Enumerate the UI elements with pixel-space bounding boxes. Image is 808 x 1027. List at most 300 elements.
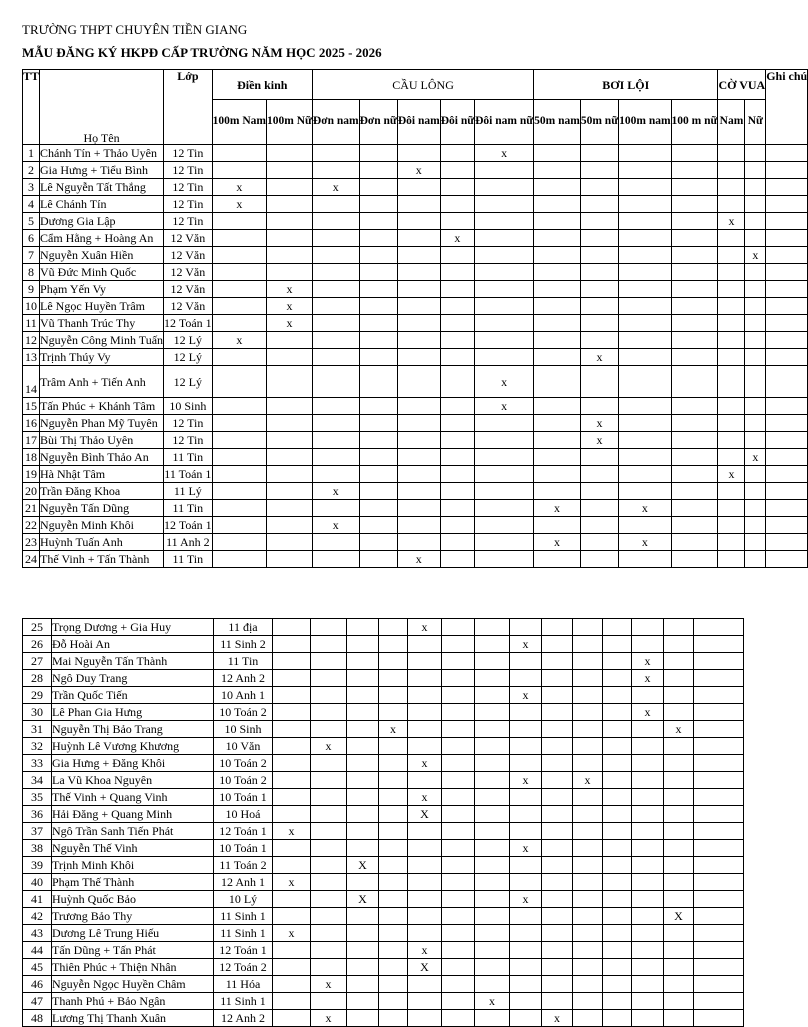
event-mark-cell xyxy=(408,772,442,789)
event-mark-cell: x xyxy=(718,213,745,230)
event-mark-cell: x xyxy=(580,415,618,432)
event-mark-cell xyxy=(664,823,694,840)
event-mark-cell xyxy=(510,1010,542,1027)
event-mark-cell xyxy=(542,789,573,806)
event-mark-cell xyxy=(671,264,718,281)
note-cell xyxy=(694,670,744,687)
event-mark-cell xyxy=(619,332,671,349)
note-cell xyxy=(694,976,744,993)
event-mark-cell xyxy=(212,264,266,281)
event-mark-cell xyxy=(359,247,397,264)
event-mark-cell xyxy=(603,772,632,789)
event-mark-cell xyxy=(397,145,440,162)
event-mark-cell xyxy=(379,1010,408,1027)
event-mark-cell: x xyxy=(475,398,534,415)
row-number: 41 xyxy=(23,891,52,908)
event-mark-cell xyxy=(580,534,618,551)
row-number: 47 xyxy=(23,993,52,1010)
row-number: 28 xyxy=(23,670,52,687)
class-cell: 12 Tin xyxy=(164,179,213,196)
event-mark-cell xyxy=(573,806,603,823)
event-mark-cell xyxy=(311,772,347,789)
event-mark-cell xyxy=(632,738,664,755)
event-mark-cell xyxy=(267,517,313,534)
event-mark-cell xyxy=(542,704,573,721)
class-cell: 10 Toán 2 xyxy=(214,772,273,789)
header-singles-female: Đơn nữ xyxy=(359,100,397,145)
event-mark-cell xyxy=(580,466,618,483)
event-mark-cell xyxy=(664,687,694,704)
event-mark-cell xyxy=(267,213,313,230)
event-mark-cell xyxy=(619,551,671,568)
class-cell: 10 Hoá xyxy=(214,806,273,823)
table-row xyxy=(23,925,744,942)
event-mark-cell xyxy=(573,874,603,891)
event-mark-cell xyxy=(273,704,311,721)
event-mark-cell xyxy=(619,483,671,500)
event-mark-cell xyxy=(442,908,475,925)
event-mark-cell xyxy=(632,755,664,772)
event-mark-cell xyxy=(573,755,603,772)
event-mark-cell xyxy=(379,806,408,823)
student-name: Chánh Tín + Thảo Uyên xyxy=(40,145,164,162)
row-number: 9 xyxy=(23,281,40,298)
event-mark-cell xyxy=(408,721,442,738)
row-number: 18 xyxy=(23,449,40,466)
event-mark-cell xyxy=(442,806,475,823)
event-mark-cell xyxy=(632,976,664,993)
student-name: Nguyễn Ngọc Huyền Châm xyxy=(52,976,214,993)
event-mark-cell xyxy=(718,230,745,247)
event-mark-cell xyxy=(408,738,442,755)
event-mark-cell xyxy=(442,789,475,806)
class-cell: 12 Toán 2 xyxy=(214,959,273,976)
event-mark-cell xyxy=(619,298,671,315)
event-mark-cell xyxy=(397,534,440,551)
event-mark-cell xyxy=(311,687,347,704)
event-mark-cell xyxy=(408,908,442,925)
table-row xyxy=(23,179,808,196)
event-mark-cell xyxy=(619,264,671,281)
student-name: Lê Ngọc Huyền Trâm xyxy=(40,298,164,315)
event-mark-cell: x xyxy=(267,298,313,315)
header-50m-female: 50m nữ xyxy=(580,100,618,145)
event-mark-cell xyxy=(267,332,313,349)
event-mark-cell: x xyxy=(745,449,766,466)
class-cell: 12 Toán 1 xyxy=(214,823,273,840)
event-mark-cell xyxy=(212,551,266,568)
event-mark-cell xyxy=(745,332,766,349)
student-name: Phạm Thế Thành xyxy=(52,874,214,891)
student-name: Vũ Thanh Trúc Thy xyxy=(40,315,164,332)
event-mark-cell xyxy=(379,704,408,721)
event-mark-cell: x xyxy=(534,500,581,517)
event-mark-cell xyxy=(745,432,766,449)
event-mark-cell xyxy=(397,398,440,415)
event-mark-cell xyxy=(619,145,671,162)
event-mark-cell xyxy=(312,449,359,466)
event-mark-cell xyxy=(475,874,510,891)
event-mark-cell xyxy=(510,908,542,925)
student-name: Hà Nhật Tâm xyxy=(40,466,164,483)
row-number: 40 xyxy=(23,874,52,891)
event-mark-cell xyxy=(311,959,347,976)
event-mark-cell xyxy=(580,483,618,500)
event-mark-cell xyxy=(475,891,510,908)
form-title: MẪU ĐĂNG KÝ HKPĐ CẤP TRƯỜNG NĂM HỌC 2025 - 2026 xyxy=(22,45,382,60)
row-number: 16 xyxy=(23,415,40,432)
event-mark-cell xyxy=(379,908,408,925)
class-cell: 12 Văn xyxy=(164,298,213,315)
event-mark-cell xyxy=(619,432,671,449)
note-cell xyxy=(766,449,808,466)
event-mark-cell xyxy=(440,466,474,483)
event-mark-cell xyxy=(212,230,266,247)
event-mark-cell xyxy=(745,213,766,230)
event-mark-cell xyxy=(475,976,510,993)
event-mark-cell xyxy=(580,298,618,315)
event-mark-cell xyxy=(440,281,474,298)
table-row xyxy=(23,1010,744,1027)
event-mark-cell xyxy=(267,196,313,213)
event-mark-cell xyxy=(580,398,618,415)
event-mark-cell xyxy=(347,823,379,840)
student-name: Dương Gia Lập xyxy=(40,213,164,230)
event-mark-cell xyxy=(442,619,475,636)
note-cell xyxy=(766,230,808,247)
event-mark-cell xyxy=(603,891,632,908)
event-mark-cell xyxy=(534,415,581,432)
class-cell: 11 Tin xyxy=(164,449,213,466)
event-mark-cell xyxy=(510,670,542,687)
event-mark-cell xyxy=(664,942,694,959)
event-mark-cell xyxy=(347,619,379,636)
header-doubles-female: Đôi nữ xyxy=(440,100,474,145)
event-mark-cell xyxy=(273,891,311,908)
event-mark-cell xyxy=(619,247,671,264)
row-number: 11 xyxy=(23,315,40,332)
event-mark-cell xyxy=(312,196,359,213)
event-mark-cell xyxy=(312,366,359,398)
event-mark-cell xyxy=(442,976,475,993)
event-mark-cell xyxy=(718,145,745,162)
event-mark-cell xyxy=(542,721,573,738)
event-mark-cell xyxy=(273,619,311,636)
row-number: 44 xyxy=(23,942,52,959)
event-mark-cell xyxy=(718,196,745,213)
event-mark-cell xyxy=(573,636,603,653)
event-mark-cell xyxy=(534,483,581,500)
event-mark-cell xyxy=(273,942,311,959)
table-row xyxy=(23,874,744,891)
note-cell xyxy=(766,500,808,517)
event-mark-cell xyxy=(273,670,311,687)
class-cell: 11 Hóa xyxy=(214,976,273,993)
note-cell xyxy=(694,925,744,942)
event-mark-cell xyxy=(347,721,379,738)
event-mark-cell xyxy=(745,315,766,332)
header-100m-male: 100m Nam xyxy=(212,100,266,145)
event-mark-cell xyxy=(745,483,766,500)
event-mark-cell xyxy=(397,298,440,315)
row-number: 36 xyxy=(23,806,52,823)
event-mark-cell xyxy=(311,755,347,772)
event-mark-cell xyxy=(212,281,266,298)
table-row xyxy=(23,908,744,925)
table-row xyxy=(23,772,744,789)
note-cell xyxy=(694,908,744,925)
event-mark-cell xyxy=(632,772,664,789)
event-mark-cell xyxy=(603,670,632,687)
event-mark-cell xyxy=(632,636,664,653)
event-mark-cell xyxy=(267,398,313,415)
event-mark-cell xyxy=(534,332,581,349)
table-row xyxy=(23,619,744,636)
event-mark-cell: x xyxy=(632,670,664,687)
event-mark-cell xyxy=(671,517,718,534)
table-row xyxy=(23,653,744,670)
event-mark-cell: x xyxy=(510,840,542,857)
event-mark-cell: x xyxy=(212,332,266,349)
event-mark-cell xyxy=(212,398,266,415)
event-mark-cell xyxy=(312,500,359,517)
event-mark-cell xyxy=(534,432,581,449)
event-mark-cell xyxy=(510,823,542,840)
event-mark-cell xyxy=(619,230,671,247)
class-cell: 10 Văn xyxy=(214,738,273,755)
note-cell xyxy=(694,1010,744,1027)
event-mark-cell xyxy=(397,349,440,366)
event-mark-cell xyxy=(510,704,542,721)
note-cell xyxy=(766,366,808,398)
note-cell xyxy=(694,755,744,772)
event-mark-cell xyxy=(379,687,408,704)
event-mark-cell xyxy=(273,755,311,772)
event-mark-cell xyxy=(573,789,603,806)
note-cell xyxy=(694,653,744,670)
event-mark-cell xyxy=(718,449,745,466)
event-mark-cell xyxy=(745,366,766,398)
event-mark-cell xyxy=(212,315,266,332)
class-cell: 12 Toán 1 xyxy=(214,942,273,959)
event-mark-cell xyxy=(510,925,542,942)
class-cell: 12 Toán 1 xyxy=(164,518,212,532)
table-row xyxy=(23,298,808,315)
event-mark-cell xyxy=(359,366,397,398)
event-mark-cell xyxy=(475,162,534,179)
event-mark-cell xyxy=(312,332,359,349)
note-cell xyxy=(766,432,808,449)
event-mark-cell xyxy=(475,466,534,483)
event-mark-cell: X xyxy=(664,908,694,925)
note-cell xyxy=(766,551,808,568)
event-mark-cell xyxy=(510,959,542,976)
note-cell xyxy=(766,398,808,415)
event-mark-cell xyxy=(510,619,542,636)
table-row xyxy=(23,823,744,840)
event-mark-cell xyxy=(573,653,603,670)
student-name: Nguyễn Thế Vinh xyxy=(52,840,214,857)
event-mark-cell xyxy=(510,738,542,755)
event-mark-cell xyxy=(619,213,671,230)
event-mark-cell xyxy=(267,432,313,449)
event-mark-cell xyxy=(267,415,313,432)
event-mark-cell xyxy=(440,247,474,264)
note-cell xyxy=(694,993,744,1010)
event-mark-cell: x xyxy=(632,653,664,670)
event-mark-cell xyxy=(534,551,581,568)
event-mark-cell xyxy=(718,349,745,366)
event-mark-cell xyxy=(603,755,632,772)
event-mark-cell xyxy=(718,366,745,398)
event-mark-cell xyxy=(718,517,745,534)
event-mark-cell xyxy=(664,738,694,755)
event-mark-cell: x xyxy=(273,925,311,942)
event-mark-cell xyxy=(542,619,573,636)
class-cell: 11 Tin xyxy=(164,500,213,517)
student-name: Gia Hưng + Tiểu Bình xyxy=(40,162,164,179)
event-mark-cell xyxy=(619,315,671,332)
event-mark-cell: x xyxy=(397,162,440,179)
event-mark-cell xyxy=(534,213,581,230)
event-mark-cell xyxy=(312,551,359,568)
student-name: Thế Vinh + Tấn Thành xyxy=(40,551,164,568)
event-mark-cell xyxy=(267,500,313,517)
event-mark-cell xyxy=(267,551,313,568)
note-cell xyxy=(694,857,744,874)
header-doubles-male: Đôi nam xyxy=(397,100,440,145)
event-mark-cell xyxy=(347,1010,379,1027)
event-mark-cell xyxy=(573,993,603,1010)
event-mark-cell xyxy=(273,976,311,993)
event-mark-cell xyxy=(619,349,671,366)
event-mark-cell xyxy=(664,772,694,789)
note-cell xyxy=(766,415,808,432)
row-number: 27 xyxy=(23,653,52,670)
event-mark-cell xyxy=(475,857,510,874)
event-mark-cell xyxy=(542,857,573,874)
event-mark-cell xyxy=(442,670,475,687)
event-mark-cell xyxy=(379,959,408,976)
event-mark-cell xyxy=(475,551,534,568)
event-mark-cell: x xyxy=(408,755,442,772)
event-mark-cell xyxy=(359,230,397,247)
event-mark-cell xyxy=(408,670,442,687)
event-mark-cell xyxy=(442,823,475,840)
class-cell: 12 Văn xyxy=(164,264,213,281)
event-mark-cell: x xyxy=(212,196,266,213)
event-mark-cell xyxy=(619,179,671,196)
event-mark-cell xyxy=(359,264,397,281)
event-mark-cell xyxy=(534,196,581,213)
event-mark-cell xyxy=(408,976,442,993)
event-mark-cell xyxy=(534,162,581,179)
row-number: 38 xyxy=(23,840,52,857)
note-cell xyxy=(694,636,744,653)
note-cell xyxy=(694,721,744,738)
row-number: 46 xyxy=(23,976,52,993)
event-mark-cell xyxy=(442,636,475,653)
event-mark-cell xyxy=(510,874,542,891)
header-group-athletics: Điền kinh xyxy=(212,70,312,100)
event-mark-cell xyxy=(312,145,359,162)
event-mark-cell xyxy=(718,415,745,432)
event-mark-cell xyxy=(603,806,632,823)
header-chess-male: Nam xyxy=(718,100,745,145)
class-cell: 11 Toán 1 xyxy=(164,467,212,481)
event-mark-cell xyxy=(311,789,347,806)
student-name: Thiên Phúc + Thiện Nhân xyxy=(52,959,214,976)
event-mark-cell xyxy=(475,619,510,636)
event-mark-cell xyxy=(475,247,534,264)
event-mark-cell xyxy=(273,789,311,806)
event-mark-cell xyxy=(603,704,632,721)
event-mark-cell xyxy=(664,806,694,823)
event-mark-cell xyxy=(311,908,347,925)
event-mark-cell xyxy=(408,874,442,891)
event-mark-cell xyxy=(510,653,542,670)
event-mark-cell xyxy=(632,942,664,959)
event-mark-cell xyxy=(718,332,745,349)
table-row xyxy=(23,315,808,332)
event-mark-cell xyxy=(397,500,440,517)
event-mark-cell xyxy=(408,823,442,840)
event-mark-cell xyxy=(397,432,440,449)
event-mark-cell xyxy=(534,281,581,298)
event-mark-cell xyxy=(580,332,618,349)
note-cell xyxy=(766,196,808,213)
event-mark-cell xyxy=(397,281,440,298)
row-number: 39 xyxy=(23,857,52,874)
event-mark-cell: x xyxy=(580,349,618,366)
event-mark-cell xyxy=(475,959,510,976)
event-mark-cell xyxy=(671,315,718,332)
table-row xyxy=(23,162,808,179)
event-mark-cell xyxy=(542,840,573,857)
event-mark-cell xyxy=(267,230,313,247)
table-row xyxy=(23,366,808,398)
header-group-swimming: BƠI LỘI xyxy=(534,70,718,100)
event-mark-cell xyxy=(542,772,573,789)
event-mark-cell xyxy=(534,315,581,332)
event-mark-cell: x xyxy=(440,230,474,247)
table-row xyxy=(23,755,744,772)
event-mark-cell xyxy=(212,162,266,179)
event-mark-cell xyxy=(312,432,359,449)
row-number: 14 xyxy=(23,366,40,398)
note-cell xyxy=(766,264,808,281)
student-name: Trâm Anh + Tiến Anh xyxy=(40,366,164,398)
class-cell: 12 Anh 2 xyxy=(214,1010,273,1027)
event-mark-cell xyxy=(718,247,745,264)
row-number: 4 xyxy=(23,196,40,213)
event-mark-cell xyxy=(212,466,266,483)
class-cell: 10 Anh 1 xyxy=(214,687,273,704)
table-row xyxy=(23,704,744,721)
event-mark-cell xyxy=(671,534,718,551)
student-name: Tấn Phúc + Khánh Tâm xyxy=(40,398,164,415)
event-mark-cell xyxy=(440,500,474,517)
event-mark-cell xyxy=(311,636,347,653)
event-mark-cell xyxy=(440,534,474,551)
event-mark-cell: x xyxy=(664,721,694,738)
event-mark-cell xyxy=(632,908,664,925)
event-mark-cell xyxy=(312,415,359,432)
event-mark-cell xyxy=(475,738,510,755)
event-mark-cell xyxy=(745,179,766,196)
event-mark-cell xyxy=(664,670,694,687)
event-mark-cell xyxy=(580,449,618,466)
